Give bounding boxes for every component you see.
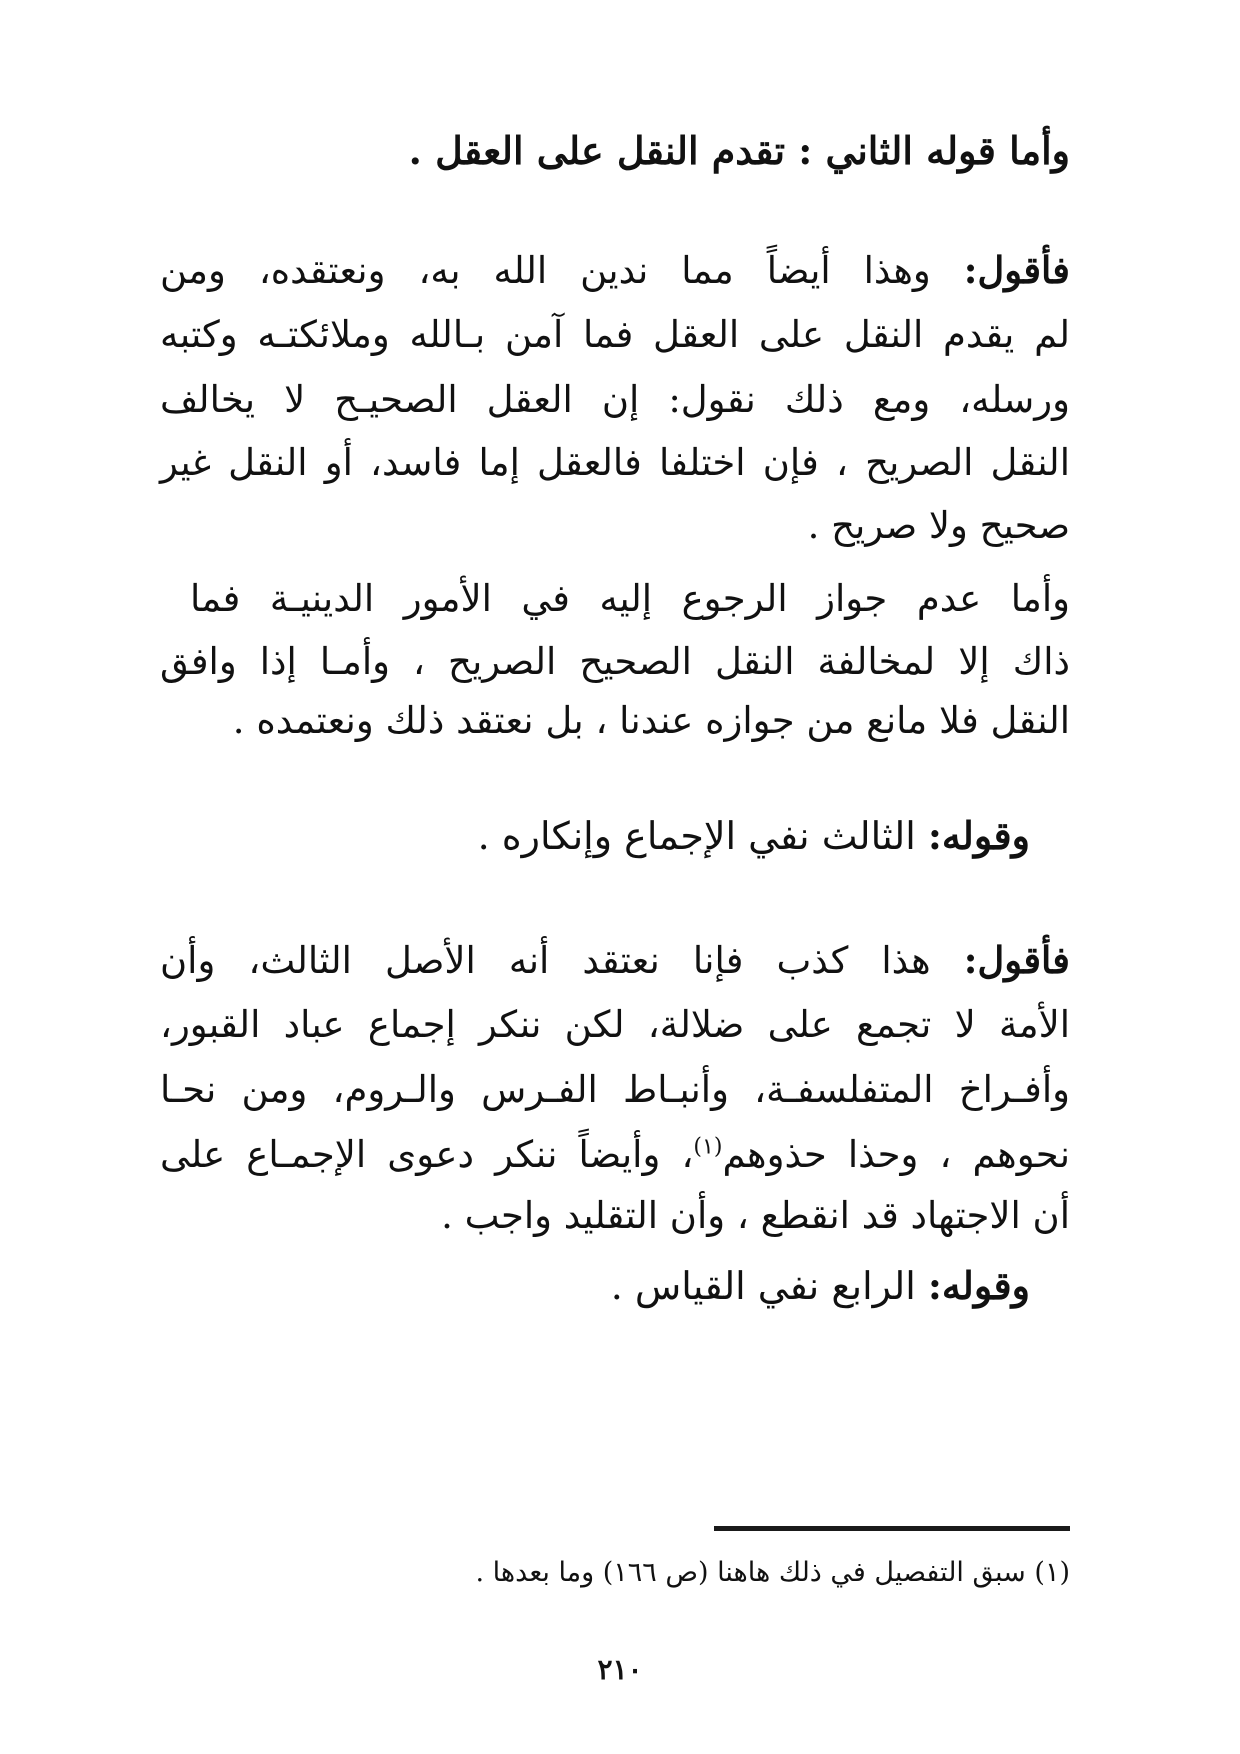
para2-line-1: وأما عدم جواز الرجوع إليه في الأمور الدينيـة فما [190, 577, 1070, 620]
page-number: ٢١٠ [597, 1653, 643, 1686]
heading-text: وأما قوله الثاني : تقدم النقل على العقل . [408, 128, 1070, 173]
para2-line-3: النقل فلا مانع من جوازه عندنا ، بل نعتقد ذلك ونعتمده . [232, 699, 1070, 742]
footnote-divider [714, 1526, 1070, 1531]
heading-fourth-saying [120, 1256, 1030, 1316]
heading-second-saying [160, 121, 1070, 181]
para1-line-3: ورسله، ومع ذلك نقول: إن العقل الصحيـح لا يخالف [160, 378, 1070, 421]
para3-line-5: أن الاجتهاد قد انقطع ، وأن التقليد واجب . [441, 1194, 1070, 1237]
footnote-text: (١) سبق التفصيل في ذلك هاهنا (ص ١٦٦) وما بعدها . [475, 1557, 1070, 1588]
para1-line-1-text: وهذا أيضاً مما ندين الله به، ونعتقده، ومن [160, 249, 964, 292]
para3-line-4-after: ، وأيضاً ننكر دعوى الإجمـاع على [160, 1133, 694, 1176]
para3-lead: فأقول: [963, 938, 1070, 982]
para3-line-3: وأفـراخ المتفلسفـة، وأنبـاط الفـرس والـروم، ومن نحـا [160, 1068, 1070, 1111]
para3-line-4 [160, 1125, 1070, 1185]
para1-line-5: صحيح ولا صريح . [807, 504, 1070, 547]
para1-line-1 [160, 240, 1070, 301]
para3-line-1 [160, 930, 1070, 991]
footnote-reference[interactable]: (١) [693, 1134, 723, 1160]
para3-line-1-text: هذا كذب فإنا نعتقد أنه الأصل الثالث، وأن [160, 939, 964, 982]
para3-line-2: الأمة لا تجمع على ضلالة، لكن ننكر إجماع عباد القبور، [160, 1003, 1070, 1046]
para1-lead: فأقول: [963, 248, 1070, 292]
para2-line-2: ذاك إلا لمخالفة النقل الصحيح الصريح ، وأمـا إذا وافق [160, 640, 1070, 683]
heading-third-text: الثالث نفي الإجماع وإنكاره . [477, 814, 928, 858]
heading-third-saying [120, 806, 1030, 866]
heading-third-lead: وقوله: [927, 813, 1030, 858]
para1-line-2: لم يقدم النقل على العقل فما آمن بـالله وملائكتـه وكتبه [160, 313, 1070, 356]
para3-line-4-before: نحوهم ، وحذا حذوهم [722, 1133, 1070, 1176]
heading-fourth-text: الرابع نفي القياس . [610, 1264, 928, 1308]
heading-fourth-lead: وقوله: [927, 1263, 1030, 1308]
para1-line-4: النقل الصريح ، فإن اختلفا فالعقل إما فاسد، أو النقل غير [160, 441, 1070, 484]
